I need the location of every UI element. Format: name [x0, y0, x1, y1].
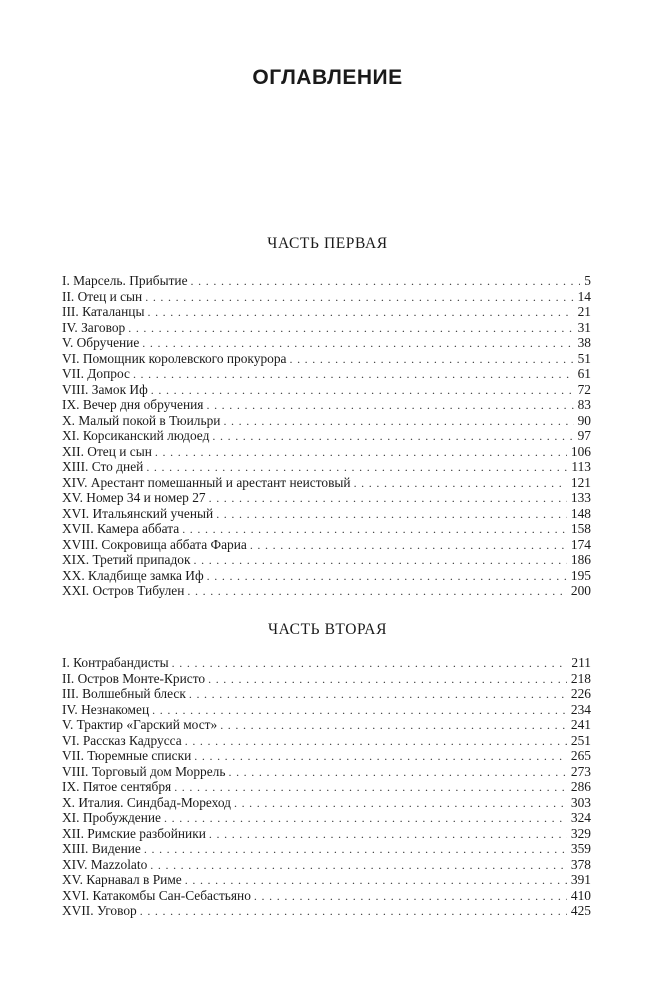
toc-entry-page-number: 425: [570, 903, 591, 918]
toc-dot-leader: [185, 873, 567, 889]
toc-entry-title: X. Малый покой в Тюильри: [62, 412, 221, 428]
toc-entry[interactable]: [62, 857, 591, 873]
toc-entry-page-number: 31: [577, 319, 591, 335]
toc-entry-title: X. Италия. Синдбад-Мореход: [62, 794, 231, 810]
toc-entry-title: XV. Карнавал в Риме: [62, 872, 182, 887]
toc-entry-title: IV. Заговор: [62, 319, 126, 335]
toc-dot-leader: [207, 569, 567, 585]
toc-dot-leader: [150, 858, 567, 874]
toc-dot-leader: [216, 507, 567, 523]
toc-dot-leader: [289, 352, 573, 368]
toc-dot-leader: [194, 749, 567, 765]
toc-dot-leader: [220, 718, 567, 734]
toc-list-part-first: [62, 273, 591, 599]
toc-entry-title: XVI. Итальянский ученый: [62, 505, 214, 521]
toc-entry[interactable]: [62, 717, 591, 733]
toc-dot-leader: [234, 796, 567, 812]
toc-dot-leader: [182, 522, 567, 538]
toc-entry-title: IX. Вечер дня обручения: [62, 397, 204, 412]
toc-entry-page-number: 72: [577, 381, 591, 397]
toc-entry-page-number: 21: [577, 304, 591, 319]
toc-dot-leader: [172, 656, 568, 672]
toc-entry-page-number: 5: [584, 273, 591, 288]
toc-dot-leader: [128, 321, 573, 337]
toc-entry[interactable]: [62, 810, 591, 826]
toc-entry-page-number: 121: [570, 474, 591, 490]
toc-entry-page-number: 133: [570, 490, 591, 505]
toc-entry[interactable]: [62, 903, 591, 919]
toc-entry-title: IV. Незнакомец: [62, 701, 150, 717]
toc-entry-page-number: 265: [570, 748, 591, 763]
toc-entry-title: XVII. Уговор: [62, 903, 137, 918]
toc-entry[interactable]: [62, 506, 591, 522]
toc-entry-title: VII. Тюремные списки: [62, 748, 192, 763]
toc-entry[interactable]: [62, 289, 591, 305]
page-title: ОГЛАВЛЕНИЕ: [252, 66, 403, 89]
toc-entry-page-number: 234: [570, 701, 591, 717]
toc-entry-page-number: 90: [577, 412, 591, 428]
toc-entry[interactable]: [62, 397, 591, 413]
toc-entry[interactable]: [62, 304, 591, 320]
toc-entry-title: XIII. Сто дней: [62, 459, 144, 474]
toc-entry[interactable]: [62, 748, 591, 764]
toc-dot-leader: [145, 290, 573, 306]
toc-entry-title: XVI. Катакомбы Сан-Себастьяно: [62, 887, 251, 903]
toc-dot-leader: [164, 811, 567, 827]
toc-dot-leader: [133, 367, 574, 383]
toc-entry-title: VI. Помощник королевского прокурора: [62, 350, 287, 366]
toc-entry-page-number: 200: [570, 583, 591, 598]
toc-dot-leader: [223, 414, 573, 430]
toc-dot-leader: [189, 687, 567, 703]
toc-entry-title: VIII. Торговый дом Моррель: [62, 763, 226, 779]
toc-entry-page-number: 226: [570, 686, 591, 701]
toc-dot-leader: [212, 429, 573, 445]
toc-dot-leader: [354, 476, 567, 492]
toc-dot-leader: [254, 889, 567, 905]
toc-dot-leader: [146, 460, 567, 476]
toc-entry[interactable]: [62, 475, 591, 491]
toc-entry[interactable]: [62, 537, 591, 553]
toc-entry-page-number: 158: [570, 521, 591, 536]
toc-dot-leader: [152, 703, 567, 719]
toc-entry-page-number: 38: [577, 335, 591, 350]
toc-entry[interactable]: [62, 888, 591, 904]
toc-entry[interactable]: [62, 413, 591, 429]
toc-entry-title: II. Остров Монте-Кристо: [62, 670, 206, 686]
toc-entry-title: III. Каталанцы: [62, 304, 145, 319]
toc-entry-title: XIII. Видение: [62, 841, 141, 856]
toc-entry[interactable]: [62, 795, 591, 811]
toc-entry-title: XII. Римские разбойники: [62, 825, 206, 841]
toc-entry-page-number: 186: [570, 552, 591, 567]
toc-entry[interactable]: [62, 826, 591, 842]
toc-entry-page-number: 378: [570, 856, 591, 872]
toc-entry-page-number: 211: [571, 655, 591, 670]
toc-entry[interactable]: [62, 686, 591, 702]
toc-dot-leader: [174, 780, 567, 796]
toc-dot-leader: [208, 672, 567, 688]
toc-entry[interactable]: [62, 568, 591, 584]
toc-entry-page-number: 329: [570, 825, 591, 841]
toc-entry[interactable]: [62, 335, 591, 351]
toc-entry-page-number: 106: [570, 443, 591, 459]
toc-entry-page-number: 273: [570, 763, 591, 779]
toc-dot-leader: [250, 538, 567, 554]
toc-entry-page-number: 195: [570, 567, 591, 583]
toc-entry[interactable]: [62, 428, 591, 444]
toc-entry-page-number: 97: [577, 428, 591, 443]
toc-entry[interactable]: [62, 702, 591, 718]
toc-entry[interactable]: [62, 351, 591, 367]
toc-dot-leader: [206, 398, 573, 414]
toc-dot-leader: [187, 584, 567, 600]
toc-entry-title: XVII. Камера аббата: [62, 521, 180, 536]
toc-dot-leader: [144, 842, 567, 858]
toc-entry-title: III. Волшебный блеск: [62, 686, 186, 701]
toc-entry[interactable]: [62, 779, 591, 795]
toc-entry-title: XVIII. Сокровища аббата Фариа: [62, 536, 247, 552]
toc-dot-leader: [142, 336, 573, 352]
toc-entry-title: I. Марсель. Прибытие: [62, 273, 188, 288]
toc-entry[interactable]: [62, 490, 591, 506]
toc-entry-title: I. Контрабандисты: [62, 655, 169, 670]
toc-entry-title: V. Обручение: [62, 335, 140, 350]
toc-entry-title: VI. Рассказ Кадрусса: [62, 732, 182, 748]
toc-dot-leader: [228, 765, 566, 781]
toc-entry[interactable]: [62, 841, 591, 857]
toc-entry-page-number: 324: [570, 810, 591, 825]
toc-entry-page-number: 83: [577, 397, 591, 412]
toc-entry-page-number: 148: [570, 505, 591, 521]
toc-dot-leader: [209, 827, 567, 843]
toc-entry-title: VIII. Замок Иф: [62, 381, 148, 397]
toc-entry[interactable]: [62, 655, 591, 671]
toc-entry[interactable]: [62, 671, 591, 687]
toc-entry[interactable]: [62, 872, 591, 888]
toc-entry-title: XIV. Арестант помешанный и арестант неистовый: [62, 474, 351, 490]
toc-entry-page-number: 113: [571, 459, 591, 474]
toc-entry-title: II. Отец и сын: [62, 288, 143, 304]
part-heading-first: ЧАСТЬ ПЕРВАЯ: [267, 235, 388, 252]
toc-entry[interactable]: [62, 444, 591, 460]
toc-entry-page-number: 303: [570, 794, 591, 810]
toc-entry-title: XIX. Третий припадок: [62, 552, 191, 567]
toc-entry-title: XXI. Остров Тибулен: [62, 583, 185, 598]
toc-entry[interactable]: [62, 382, 591, 398]
part-heading-second: ЧАСТЬ ВТОРАЯ: [267, 621, 388, 638]
toc-entry[interactable]: [62, 459, 591, 475]
toc-entry-page-number: 14: [577, 288, 591, 304]
toc-entry-title: XV. Номер 34 и номер 27: [62, 490, 206, 505]
toc-entry[interactable]: [62, 583, 591, 599]
toc-entry-title: XII. Отец и сын: [62, 443, 152, 459]
toc-entry-title: XI. Пробуждение: [62, 810, 161, 825]
toc-list-part-second: [62, 655, 591, 919]
toc-dot-leader: [185, 734, 567, 750]
toc-entry-page-number: 410: [570, 887, 591, 903]
toc-dot-leader: [140, 904, 567, 920]
toc-entry[interactable]: [62, 366, 591, 382]
toc-entry-page-number: 61: [577, 366, 591, 381]
toc-dot-leader: [155, 445, 567, 461]
toc-entry-page-number: 218: [570, 670, 591, 686]
toc-entry-page-number: 391: [570, 872, 591, 887]
toc-entry[interactable]: [62, 764, 591, 780]
toc-entry[interactable]: [62, 521, 591, 537]
toc-entry[interactable]: [62, 733, 591, 749]
toc-entry-title: IX. Пятое сентября: [62, 779, 172, 794]
toc-entry-page-number: 241: [570, 717, 591, 732]
toc-dot-leader: [194, 553, 567, 569]
toc-entry-page-number: 359: [570, 841, 591, 856]
toc-dot-leader: [191, 274, 581, 290]
toc-dot-leader: [209, 491, 567, 507]
toc-entry-title: V. Трактир «Гарский мост»: [62, 717, 218, 732]
toc-entry-page-number: 286: [570, 779, 591, 794]
toc-dot-leader: [151, 383, 574, 399]
toc-entry-page-number: 174: [570, 536, 591, 552]
toc-entry-title: VII. Допрос: [62, 366, 130, 381]
toc-entry[interactable]: [62, 552, 591, 568]
toc-entry-page-number: 51: [577, 350, 591, 366]
toc-dot-leader: [147, 305, 573, 321]
toc-entry-page-number: 251: [570, 732, 591, 748]
toc-entry[interactable]: [62, 320, 591, 336]
toc-entry-title: XX. Кладбище замка Иф: [62, 567, 204, 583]
toc-entry-title: XI. Корсиканский людоед: [62, 428, 210, 443]
toc-entry-title: XIV. Mazzolato: [62, 856, 148, 872]
toc-entry[interactable]: [62, 273, 591, 289]
